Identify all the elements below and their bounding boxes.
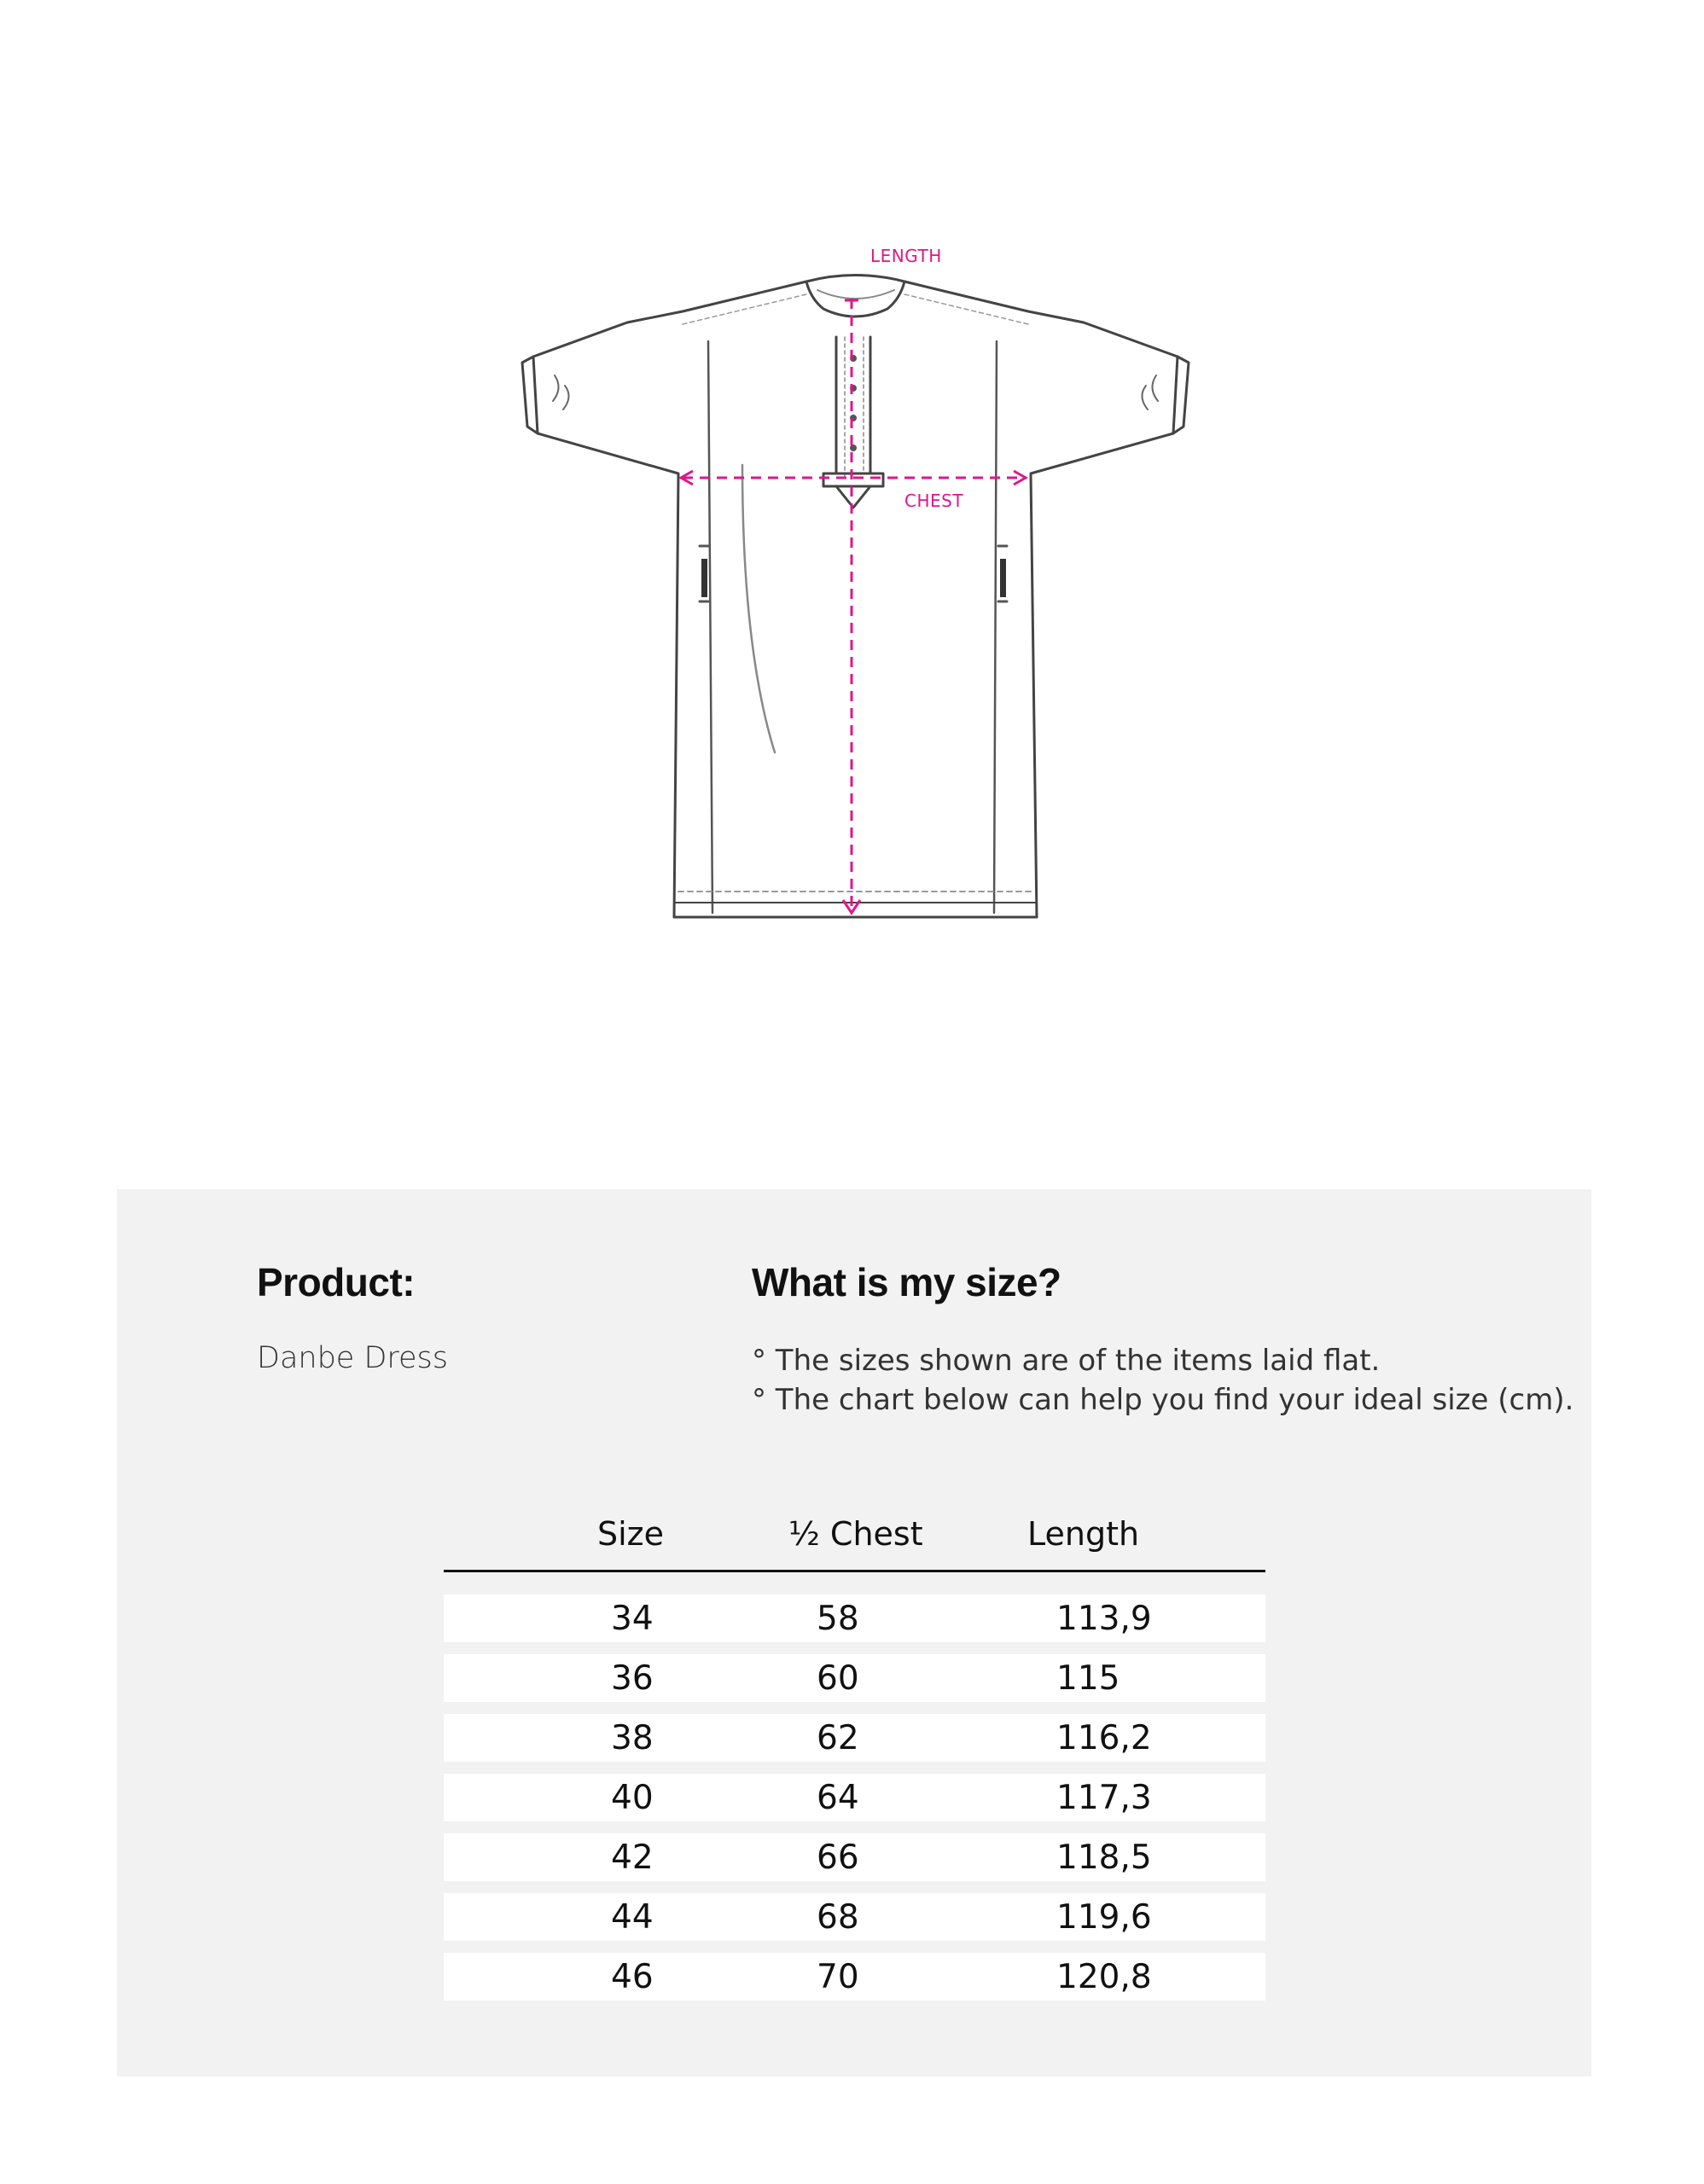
cell-half-chest: 60 — [817, 1659, 859, 1698]
cell-size: 44 — [611, 1898, 654, 1937]
cell-length: 116,2 — [1056, 1719, 1152, 1757]
garment-diagram — [0, 0, 1704, 1024]
size-notes — [752, 1341, 1573, 1420]
table-row — [444, 1833, 1265, 1881]
cell-length: 119,6 — [1056, 1898, 1152, 1937]
cell-length: 117,3 — [1056, 1779, 1152, 1817]
cell-half-chest: 70 — [817, 1958, 859, 1996]
table-row — [444, 1714, 1265, 1762]
size-table-body — [444, 1594, 1265, 2001]
chest-label: CHEST — [904, 491, 964, 511]
header-half-chest: ½ Chest — [788, 1515, 923, 1553]
size-guide-panel — [117, 1189, 1591, 2077]
cell-size: 36 — [611, 1659, 654, 1698]
cell-size: 38 — [611, 1719, 654, 1757]
size-table — [444, 1510, 1265, 2013]
cell-half-chest: 62 — [817, 1719, 859, 1757]
size-question-heading: What is my size? — [752, 1260, 1061, 1304]
cell-half-chest: 58 — [817, 1600, 859, 1638]
table-row — [444, 1654, 1265, 1702]
cell-half-chest: 64 — [817, 1779, 859, 1817]
cell-size: 40 — [611, 1779, 654, 1817]
size-note: ° The chart below can help you find your ideal size (cm). — [752, 1383, 1574, 1417]
table-row — [444, 1594, 1265, 1642]
header-size: Size — [597, 1515, 665, 1553]
cell-length: 118,5 — [1056, 1838, 1152, 1877]
table-row — [444, 1953, 1265, 2001]
product-name: Danbe Dress — [257, 1341, 449, 1375]
size-note: ° The sizes shown are of the items laid flat. — [752, 1344, 1381, 1378]
cell-length: 115 — [1056, 1659, 1120, 1698]
cell-length: 113,9 — [1056, 1600, 1152, 1638]
cell-length: 120,8 — [1056, 1958, 1152, 1996]
header-length: Length — [1027, 1515, 1140, 1553]
dress-flat-sketch — [0, 0, 1704, 1024]
cell-size: 34 — [611, 1600, 654, 1638]
table-row — [444, 1893, 1265, 1941]
cell-half-chest: 68 — [817, 1898, 859, 1937]
length-label: LENGTH — [870, 246, 942, 266]
cell-size: 46 — [611, 1958, 654, 1996]
size-table-header — [444, 1510, 1265, 1572]
product-heading: Product: — [257, 1260, 416, 1304]
cell-size: 42 — [611, 1838, 654, 1877]
cell-half-chest: 66 — [817, 1838, 859, 1877]
table-row — [444, 1774, 1265, 1821]
